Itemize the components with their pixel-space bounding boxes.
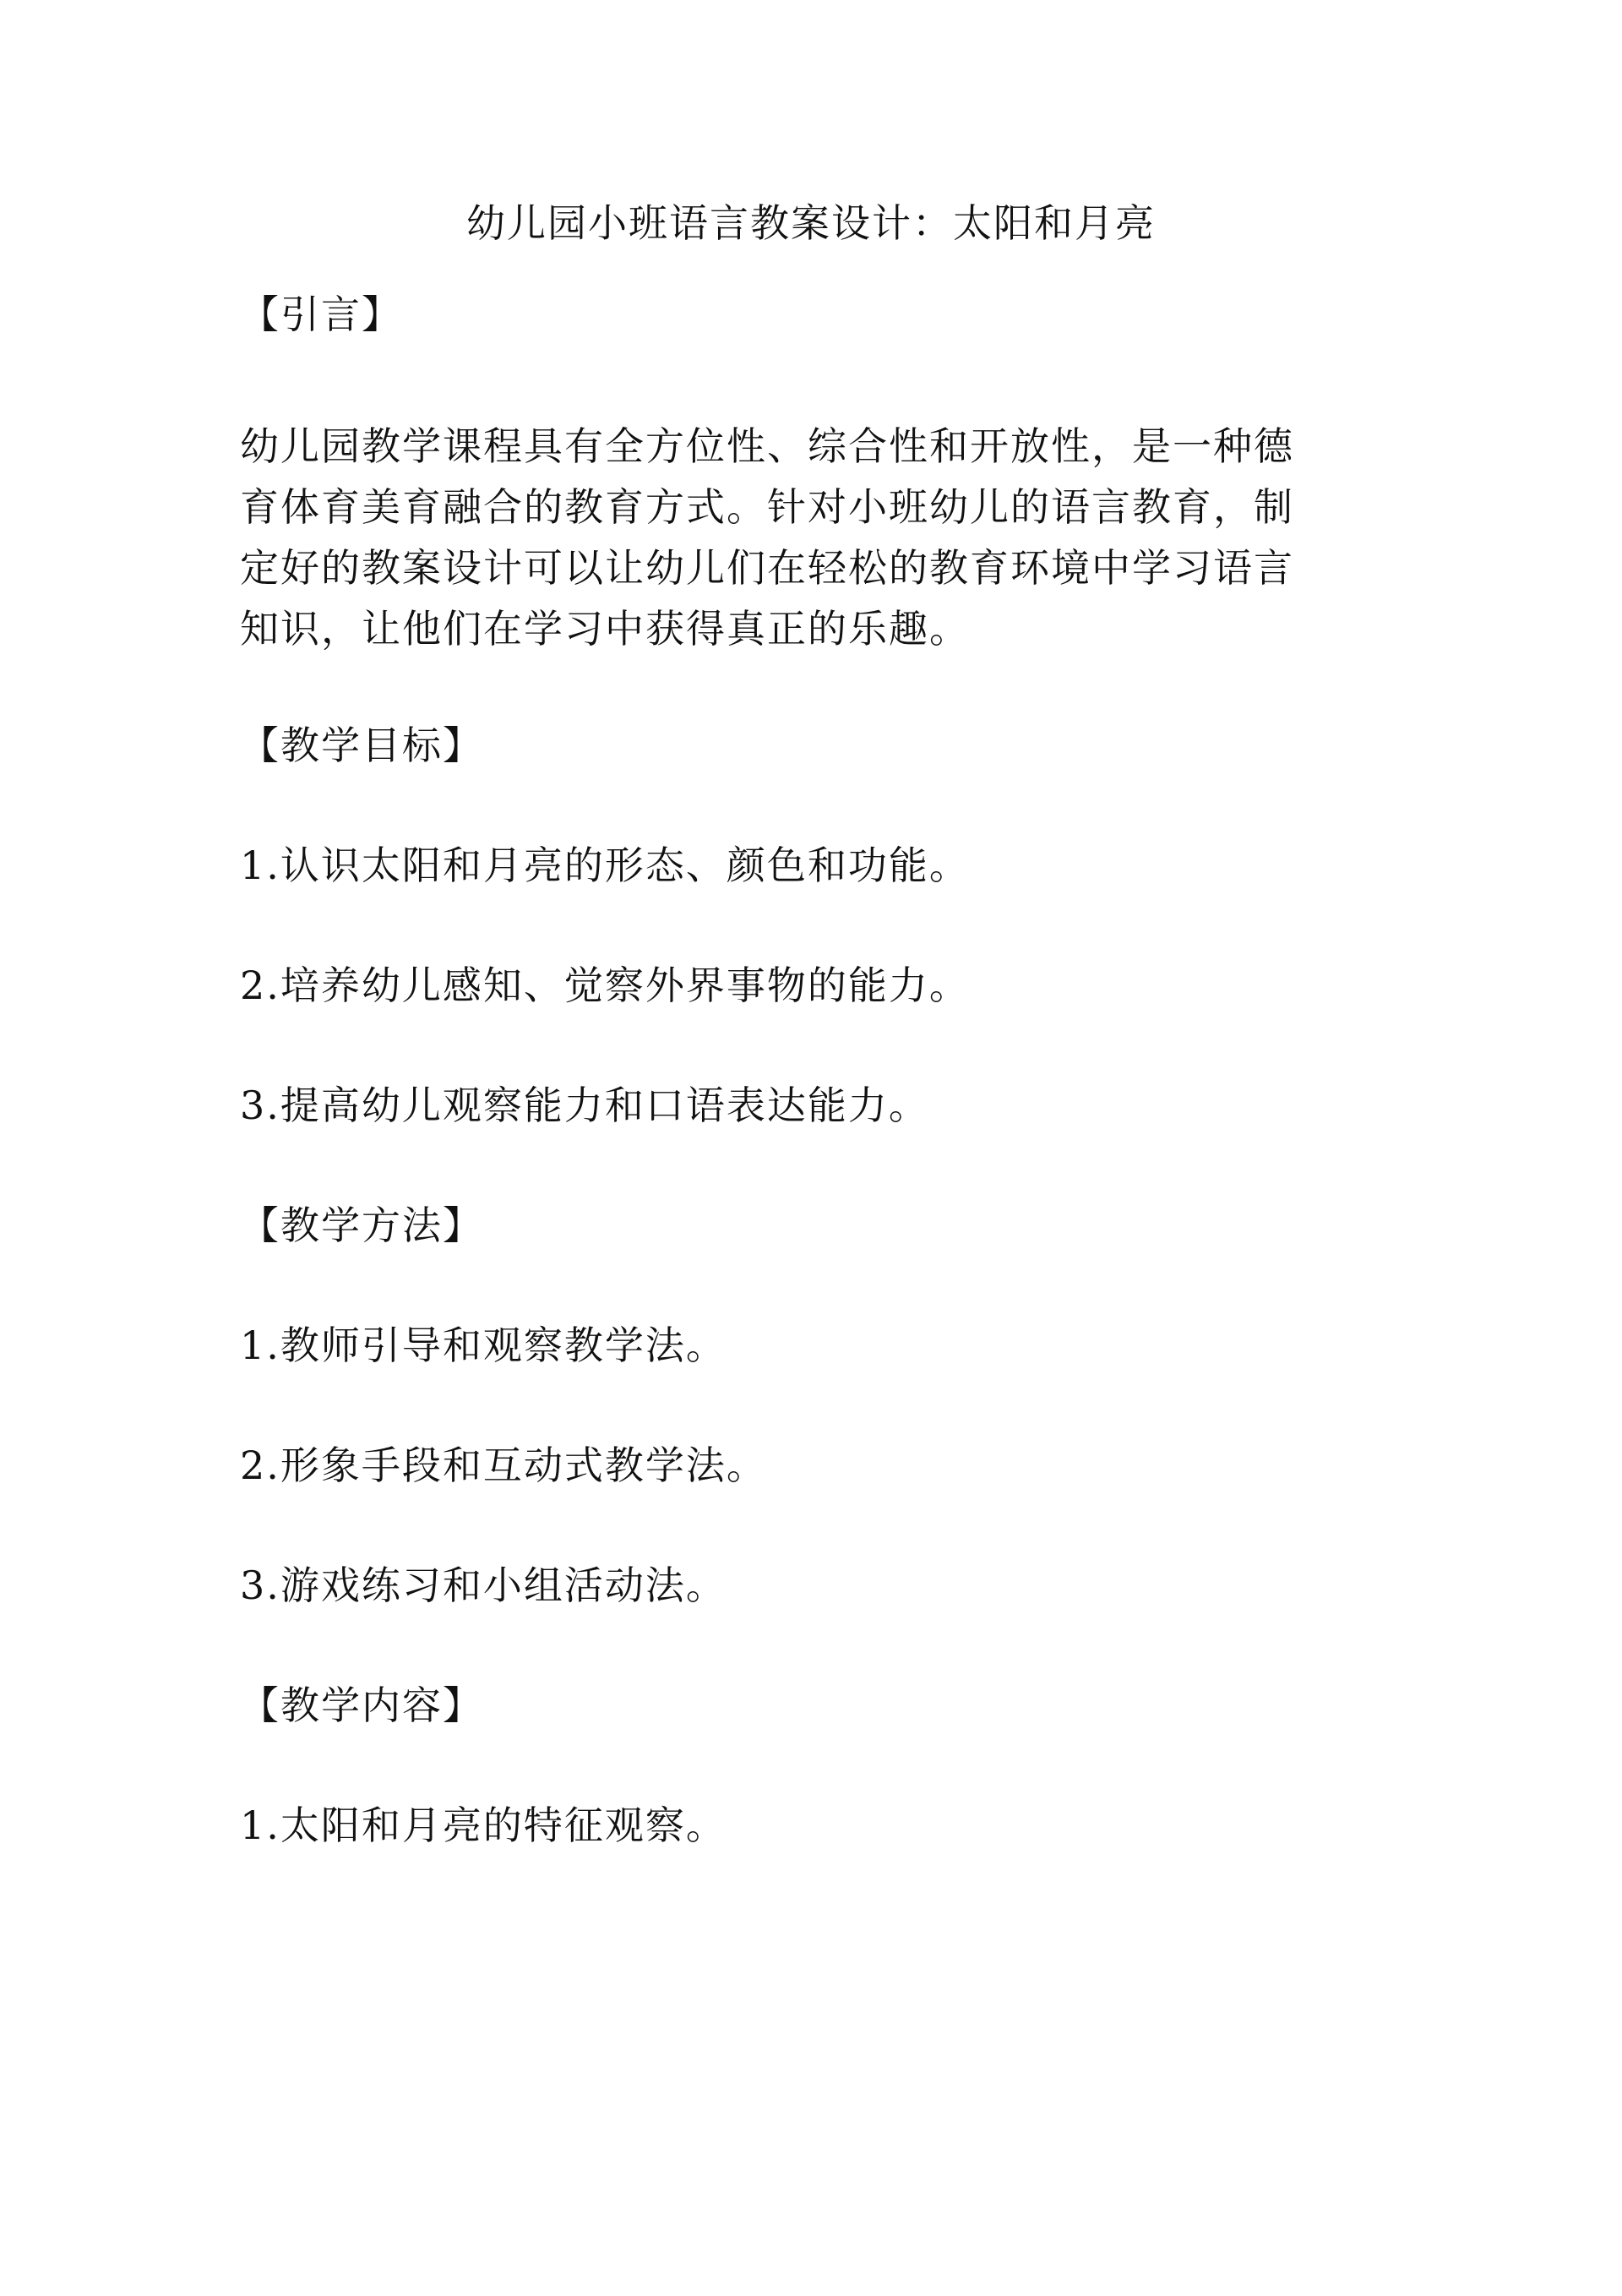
intro-line: 定好的教案设计可以让幼儿们在轻松的教育环境中学习语言 [240, 545, 1294, 591]
method-item: 1.教师引导和观察教学法。 [240, 1323, 727, 1368]
document-title: 幼儿园小班语言教案设计：太阳和月亮 [466, 200, 1156, 246]
goal-item: 3.提高幼儿观察能力和口语表达能力。 [240, 1083, 929, 1128]
intro-line: 育体育美育融合的教育方式。针对小班幼儿的语言教育，制 [240, 484, 1294, 530]
content-item: 1.太阳和月亮的特征观察。 [240, 1802, 727, 1848]
method-item: 2.形象手段和互动式教学法。 [240, 1442, 767, 1488]
intro-paragraph [240, 416, 1389, 659]
goal-item: 2.培养幼儿感知、觉察外界事物的能力。 [240, 963, 970, 1008]
section-heading-content: 【教学内容】 [240, 1682, 483, 1728]
section-heading-goals: 【教学目标】 [240, 723, 483, 768]
goal-item: 1.认识太阳和月亮的形态、颜色和功能。 [240, 843, 970, 888]
section-heading-methods: 【教学方法】 [240, 1203, 483, 1248]
section-heading-intro: 【引言】 [240, 292, 402, 337]
intro-line: 知识，让他们在学习中获得真正的乐趣。 [240, 606, 970, 652]
intro-line: 幼儿园教学课程具有全方位性、综合性和开放性，是一种德 [240, 423, 1294, 469]
method-item: 3.游戏练习和小组活动法。 [240, 1562, 727, 1608]
